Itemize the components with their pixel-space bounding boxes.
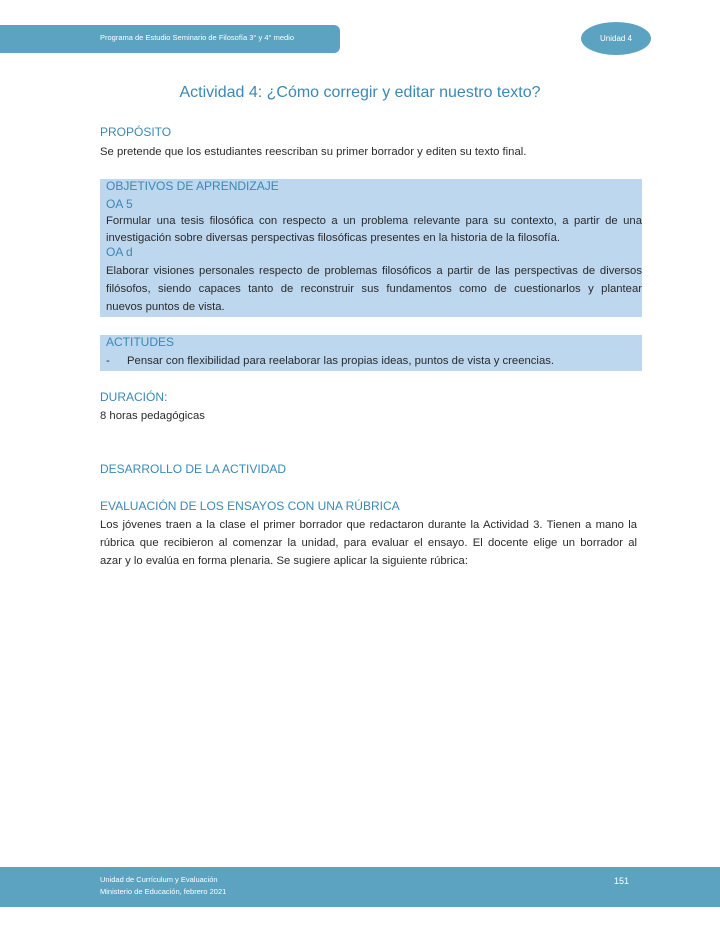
objetivos-heading: OBJETIVOS DE APRENDIZAJE (106, 179, 279, 193)
oad-label: OA d (106, 245, 133, 259)
evaluacion-heading: EVALUACIÓN DE LOS ENSAYOS CON UNA RÚBRICA (100, 499, 400, 513)
actitudes-heading: ACTITUDES (106, 335, 175, 349)
bullet-dash: - (106, 355, 110, 367)
page-title: Actividad 4: ¿Cómo corregir y editar nuestro texto? (179, 84, 541, 101)
page-number: 151 (614, 876, 630, 886)
footer-line-2: Ministerio de Educación, febrero 2021 (100, 887, 227, 896)
oa5-label: OA 5 (106, 197, 133, 211)
desarrollo-heading: DESARROLLO DE LA ACTIVIDAD (100, 462, 287, 476)
actitudes-box (100, 335, 642, 371)
header-bar (0, 25, 340, 53)
footer-bar (0, 867, 720, 907)
duracion-text: 8 horas pedagógicas (100, 410, 205, 422)
actitudes-item-text: Pensar con flexibilidad para reelaborar las propias ideas, puntos de vista y creencias. (127, 355, 555, 367)
evaluacion-line-2: rúbrica que recibieron al comenzar la unidad, para evaluar el ensayo. El docente elige un borrador al (100, 537, 637, 549)
oad-line-2: filósofos, siendo capaces tanto de reconstruir sus fundamentos como de cuestionarlos y plantear (106, 283, 642, 295)
oa5-line-1: Formular una tesis filosófica con respecto a un problema relevante para su contexto, a partir de una (106, 215, 642, 227)
oad-line-1: Elaborar visiones personales respecto de problemas filosóficos a partir de las perspectivas de diversos (106, 265, 642, 277)
evaluacion-line-3: azar y lo evalúa en forma plenaria. Se sugiere aplicar la siguiente rúbrica: (100, 555, 468, 567)
objetivos-box (100, 179, 642, 317)
footer-line-1: Unidad de Currículum y Evaluación (100, 875, 218, 884)
proposito-heading: PROPÓSITO (100, 125, 172, 139)
program-title: Programa de Estudio Seminario de Filosofía 3° y 4° medio (100, 33, 295, 42)
proposito-text: Se pretende que los estudiantes reescriban su primer borrador y editen su texto final. (100, 146, 527, 158)
oa5-line-2: investigación sobre diversas perspectivas filosóficas presentes en la historia de la filosofía. (106, 232, 560, 244)
oad-line-3: nuevos puntos de vista. (106, 301, 225, 313)
evaluacion-line-1: Los jóvenes traen a la clase el primer borrador que redactaron durante la Actividad 3. Tienen a mano la (100, 519, 637, 531)
unit-badge: Unidad 4 (581, 22, 651, 55)
duracion-heading: DURACIÓN: (100, 390, 168, 404)
